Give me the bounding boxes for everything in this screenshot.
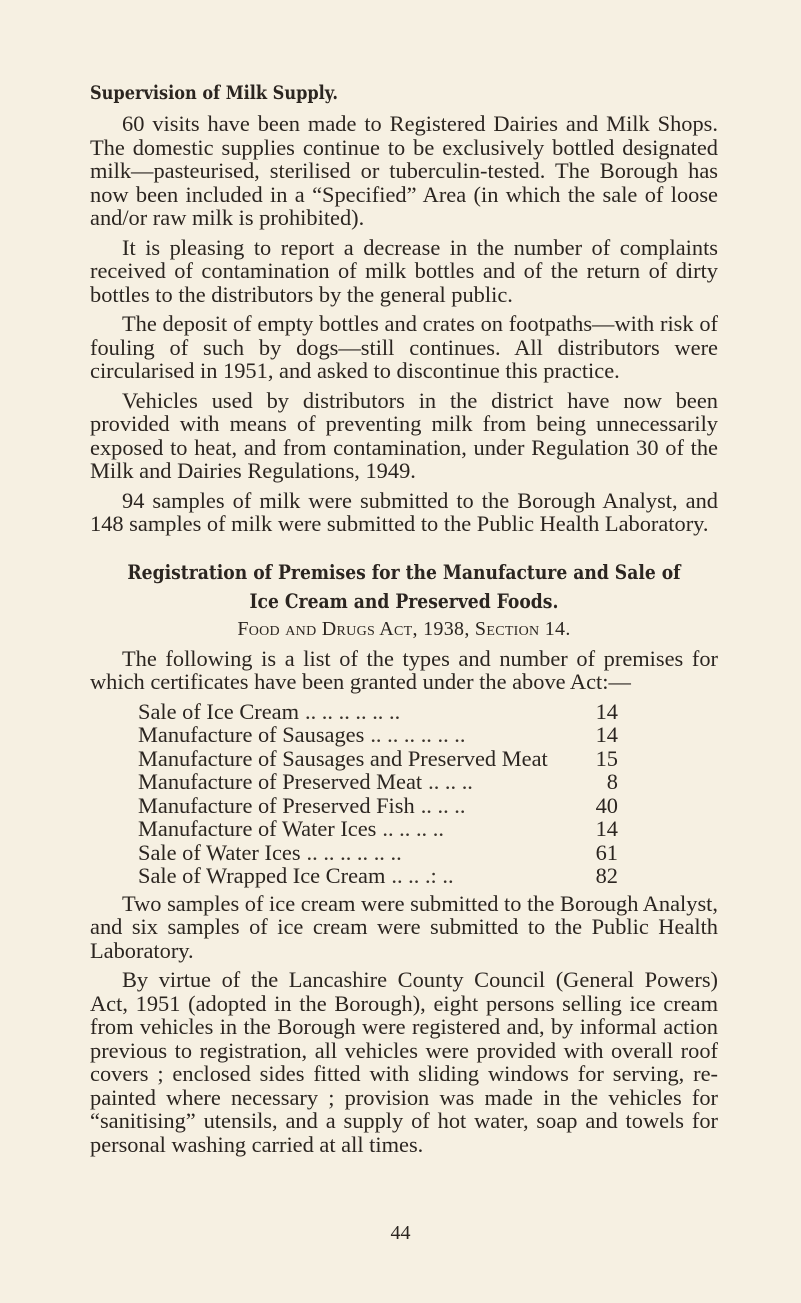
list-item: Manufacture of Water Ices .. .. .. .. 14 [138,816,618,841]
paragraph: It is pleasing to report a decrease in the number of complaints received of contamination of milk bottles and of the return of dirty bottles to the distributors by the general public. [90,234,718,307]
paragraph: By virtue of the Lancashire County Council (General Powers) Act, 1951 (adopted in the Borough), eight persons selling ice cream from vehicles in the Borough were registered and, by informal action previous to registration, all vehicles were provided with overall roof covers ; enclosed sides fitted with sliding windows for serving, re-painted where necessary ; provision was made in the vehicles for “sanitising” utensils, and a supply of hot water, soap and towels for personal washing carried at all times. [90,967,718,1157]
act-subheading: Food and Drugs Act, 1938, Section 14. [237,617,571,640]
paragraph: 60 visits have been made to Registered Dairies and Milk Shops. The domestic supplies continue to be exclusively bottled designated milk—pasteurised, sterilised or tuberculin-tested. The Borough has now been included in a “Specified” Area (in which the sale of loose and/or raw milk is prohibited). [90,111,718,230]
paragraph: The deposit of empty bottles and crates on footpaths—with risk of fouling of such by dogs—still continues. All distributors were circularised in 1951, and asked to discontinue this practice. [90,311,718,383]
section-heading-registration: Registration of Premises for the Manufacture and Sale of Ice Cream and Preserved Foods. [127,560,681,613]
list-item: Manufacture of Sausages and Preserved Meat 15 [138,745,618,771]
document-page [90,82,718,1162]
premises-list [138,700,618,888]
paragraph: 94 samples of milk were submitted to the Borough Analyst, and 148 samples of milk were submitted to the Public Health Laboratory. [90,487,718,536]
list-item: Manufacture of Sausages .. .. .. .. .. .. 14 [138,722,618,747]
paragraph: Two samples of ice cream were submitted to the Borough Analyst, and six samples of ice cream were submitted to the Public Health Laboratory. [90,890,718,963]
paragraph: Vehicles used by distributors in the district have now been provided with means of preventing milk from being unnecessarily exposed to heat, and from contamination, under Regulation 30 of the Milk and Dairies Regulations, 1949. [90,387,718,483]
list-item: Sale of Wrapped Ice Cream .. .. .: .. 82 [138,863,618,888]
page-number: 44 [390,1222,411,1244]
list-item: Sale of Water Ices .. .. .. .. .. .. 61 [138,839,618,865]
section-heading-milk-supply: Supervision of Milk Supply. [90,82,338,104]
list-item: Manufacture of Preserved Fish .. .. .. 40 [138,792,618,818]
list-item: Manufacture of Preserved Meat .. .. .. 8 [138,769,618,794]
list-intro: The following is a list of the types and number of premises for which certificates have been granted under the above Act:— [90,645,718,694]
list-item: Sale of Ice Cream .. .. .. .. .. .. 14 [138,698,618,724]
